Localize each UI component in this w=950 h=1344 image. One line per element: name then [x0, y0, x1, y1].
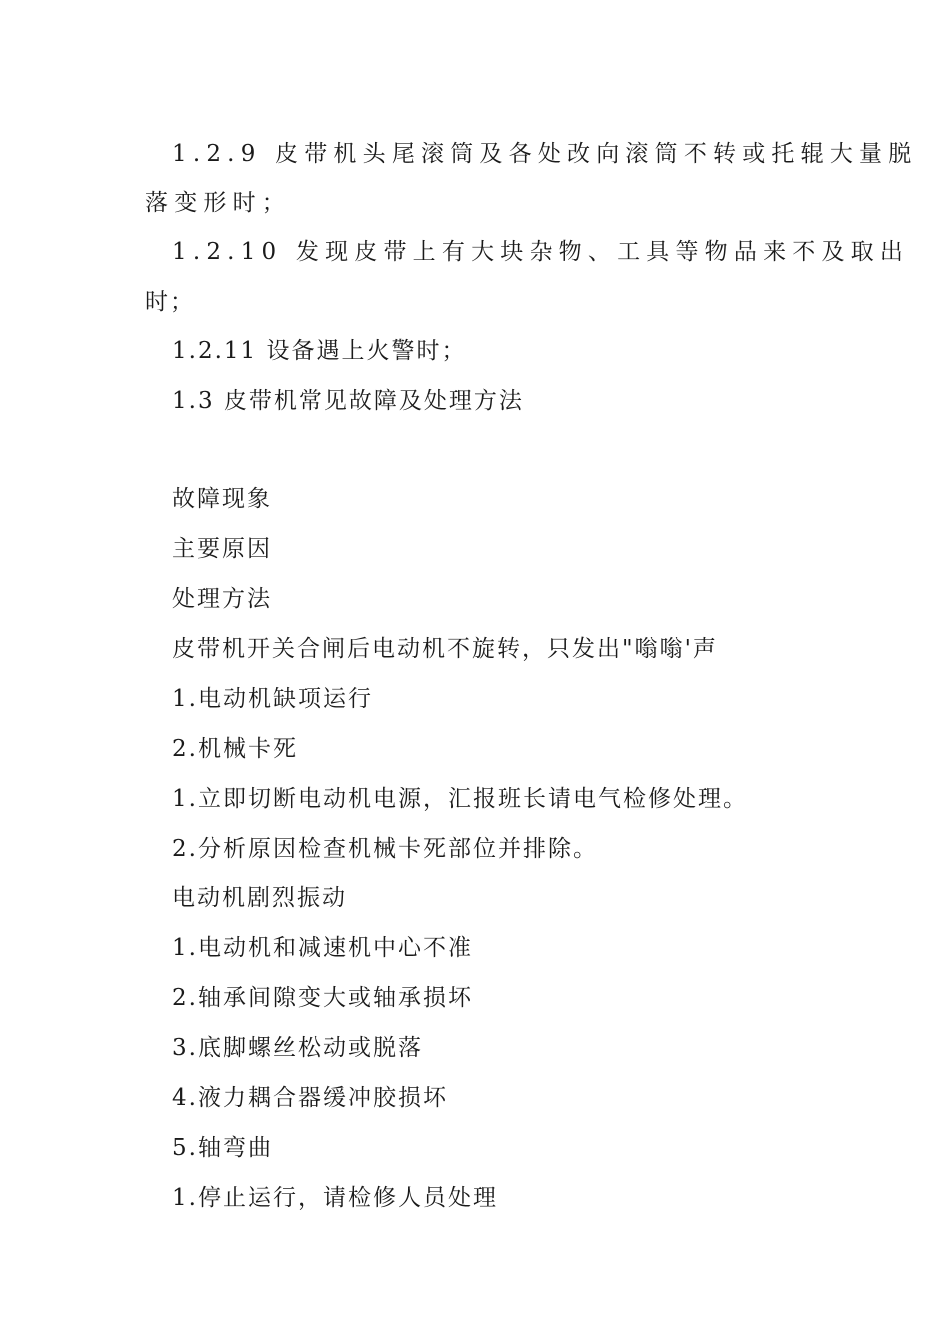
fault2-symptom: 电动机剧烈振动 [172, 885, 347, 911]
table-header-solution: 处理方法 [172, 586, 272, 612]
fault2-cause-5: 5.轴弯曲 [172, 1135, 273, 1161]
paragraph-1-2-10-line1: 1.2.10 发现皮带上有大块杂物、工具等物品来不及取出 [172, 239, 910, 265]
fault2-cause-1: 1.电动机和减速机中心不准 [172, 935, 473, 961]
paragraph-1-2-9-line1: 1.2.9 皮带机头尾滚筒及各处改向滚筒不转或托辊大量脱 [172, 141, 918, 167]
fault1-solution-1: 1.立即切断电动机电源，汇报班长请电气检修处理。 [172, 786, 748, 812]
fault1-cause-1: 1.电动机缺项运行 [172, 686, 373, 712]
paragraph-1-2-10-line2: 时； [145, 289, 195, 315]
fault1-symptom: 皮带机开关合闸后电动机不旋转，只发出"嗡嗡'声 [172, 636, 718, 662]
fault2-cause-3: 3.底脚螺丝松动或脱落 [172, 1035, 423, 1061]
table-header-cause: 主要原因 [172, 536, 272, 562]
fault1-solution-2: 2.分析原因检查机械卡死部位并排除。 [172, 836, 598, 862]
paragraph-1-2-11: 1.2.11 设备遇上火警时； [172, 338, 467, 364]
section-heading-1-3: 1.3 皮带机常见故障及处理方法 [172, 388, 524, 414]
fault2-solution-1: 1.停止运行，请检修人员处理 [172, 1185, 498, 1211]
fault2-cause-2: 2.轴承间隙变大或轴承损坏 [172, 985, 473, 1011]
fault1-cause-2: 2.机械卡死 [172, 736, 298, 762]
fault2-cause-4: 4.液力耦合器缓冲胶损坏 [172, 1085, 448, 1111]
table-header-symptom: 故障现象 [172, 486, 272, 512]
paragraph-1-2-9-line2: 落变形时； [145, 190, 291, 216]
